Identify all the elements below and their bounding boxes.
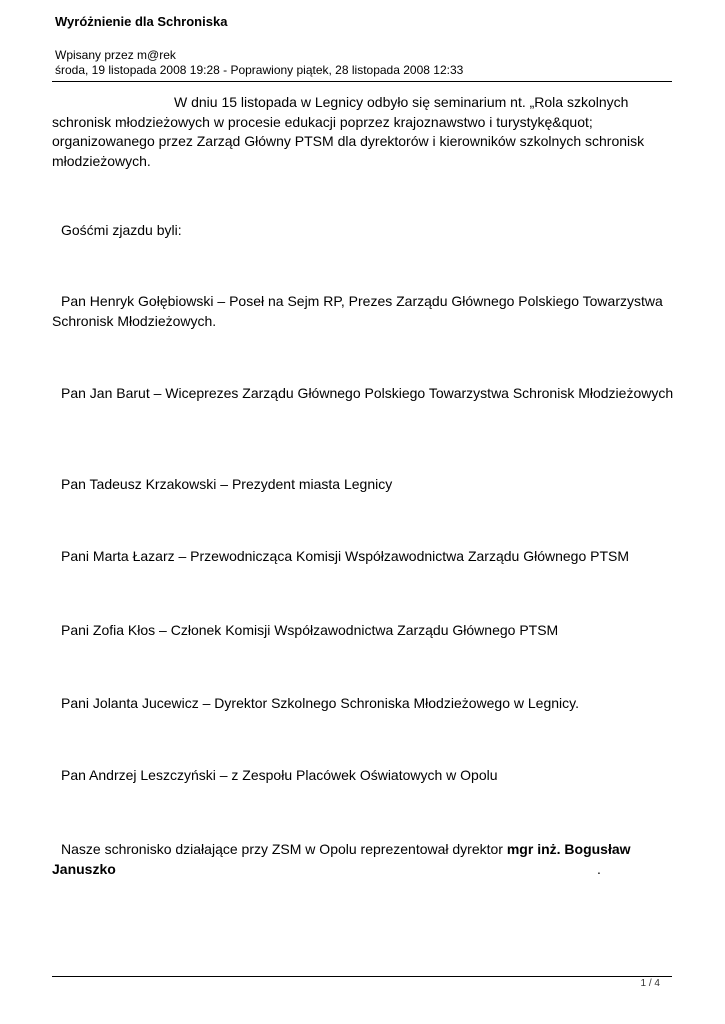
guest-item: Pani Jolanta Jucewicz – Dyrektor Szkolnego Schroniska Młodzieżowego w Legnicy.	[61, 695, 579, 711]
closing-text: Nasze schronisko działające przy ZSM w Opolu reprezentował dyrektor	[61, 841, 507, 857]
guest-item: Pani Zofia Kłos – Członek Komisji Współzawodnictwa Zarządu Głównego PTSM	[61, 622, 559, 638]
intro-paragraph	[52, 93, 677, 171]
header-divider	[52, 81, 672, 82]
author-line: Wpisany przez m@rek	[55, 48, 176, 62]
page-title: Wyróżnienie dla Schroniska	[55, 14, 228, 29]
footer-divider	[52, 976, 672, 977]
page-number: 1 / 4	[640, 978, 660, 989]
guests-heading: Gośćmi zjazdu byli:	[61, 222, 182, 238]
guest-item: Pan Andrzej Leszczyński – z Zespołu Placówek Oświatowych w Opolu	[61, 767, 498, 783]
director-surname: Januszko	[52, 860, 116, 877]
date-line: środa, 19 listopada 2008 19:28 - Poprawiony piątek, 28 listopada 2008 12:33	[55, 63, 464, 77]
article-meta	[55, 48, 463, 78]
director-name: mgr inż. Bogusław	[506, 841, 631, 857]
intro-text: W dniu 15 listopada w Legnicy odbyło się seminarium nt. „Rola szkolnych schronisk młodzieżowych w procesie edukacji poprzez krajoznawstwo i turystykę&quot; organizowanego przez Zarząd Główny PTSM dla dyrektorów i kierowników szkolnych schronisk młodzieżowych.	[52, 94, 645, 169]
guest-item: Pan Tadeusz Krzakowski – Prezydent miasta Legnicy	[61, 476, 393, 492]
guest-item: Pani Marta Łazarz – Przewodnicząca Komisji Współzawodnictwa Zarządu Głównego PTSM	[61, 548, 630, 564]
guest-item: Pan Jan Barut – Wiceprezes Zarządu Głównego Polskiego Towarzystwa Schronisk Młodzieżowych	[61, 385, 674, 401]
guest-item: Pan Henryk Gołębiowski – Poseł na Sejm RP, Prezes Zarządu Głównego Polskiego Towarzystwa Schronisk Młodzieżowych.	[52, 293, 663, 329]
closing-paragraph	[52, 840, 677, 879]
closing-period: .	[597, 860, 601, 877]
